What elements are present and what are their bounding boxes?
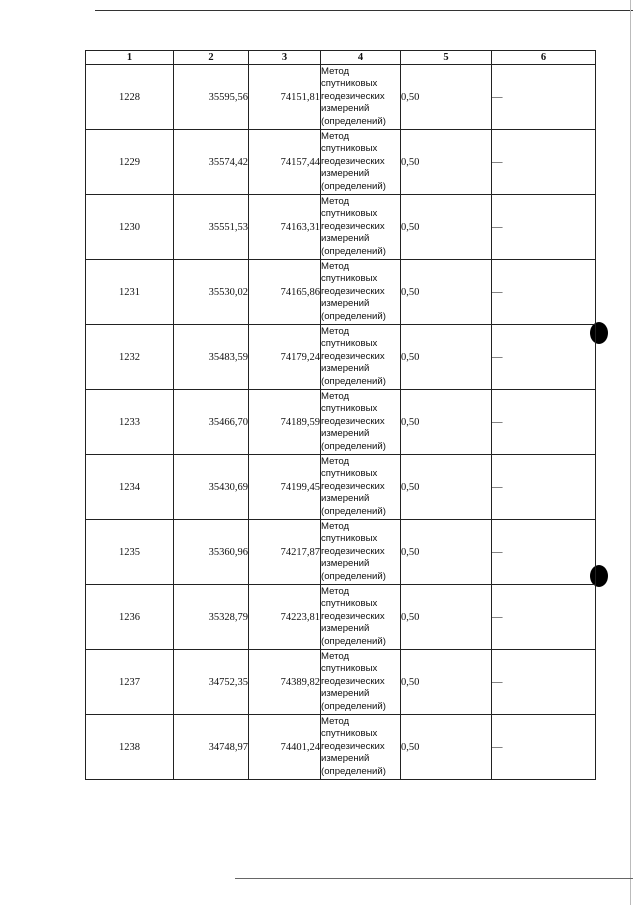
column-header: 5 bbox=[401, 51, 492, 65]
y-coordinate-cell: 74217,87 bbox=[249, 520, 321, 585]
method-text-line: спутниковых bbox=[321, 728, 378, 740]
method-text-line: Метод bbox=[321, 130, 350, 142]
accuracy-cell: 0,50 bbox=[401, 195, 492, 260]
y-coordinate-cell: 74151,81 bbox=[249, 65, 321, 130]
method-cell bbox=[321, 585, 401, 650]
method-text-line: (определений) bbox=[321, 700, 386, 712]
method-text-line: измерений bbox=[321, 753, 370, 765]
x-coordinate-cell: 35483,59 bbox=[174, 325, 249, 390]
method-text-line: геодезических bbox=[321, 610, 385, 622]
point-number-cell: 1230 bbox=[86, 195, 174, 260]
method-text-line: измерений bbox=[321, 623, 370, 635]
method-cell bbox=[321, 390, 401, 455]
method-text-line: геодезических bbox=[321, 155, 385, 167]
x-coordinate-cell: 35430,69 bbox=[174, 455, 249, 520]
method-text-line: геодезических bbox=[321, 480, 385, 492]
x-coordinate-cell: 34748,97 bbox=[174, 715, 249, 780]
x-coordinate-cell: 35595,56 bbox=[174, 65, 249, 130]
method-text-line: Метод bbox=[321, 520, 350, 532]
accuracy-cell: 0,50 bbox=[401, 390, 492, 455]
description-cell: — bbox=[492, 195, 596, 260]
point-number-cell: 1235 bbox=[86, 520, 174, 585]
method-text-line: спутниковых bbox=[321, 208, 378, 220]
table-row bbox=[86, 195, 596, 260]
description-cell: — bbox=[492, 325, 596, 390]
description-cell: — bbox=[492, 65, 596, 130]
x-coordinate-cell: 35530,02 bbox=[174, 260, 249, 325]
x-coordinate-cell: 35328,79 bbox=[174, 585, 249, 650]
method-text-line: (определений) bbox=[321, 570, 386, 582]
method-text-line: Метод bbox=[321, 390, 350, 402]
method-text-line: геодезических bbox=[321, 545, 385, 557]
page-edge-line bbox=[630, 0, 631, 905]
coordinates-table bbox=[85, 50, 596, 780]
table-row bbox=[86, 715, 596, 780]
method-text-line: (определений) bbox=[321, 375, 386, 387]
method-cell bbox=[321, 455, 401, 520]
accuracy-cell: 0,50 bbox=[401, 715, 492, 780]
method-text-line: спутниковых bbox=[321, 598, 378, 610]
description-cell: — bbox=[492, 260, 596, 325]
method-text-line: спутниковых bbox=[321, 273, 378, 285]
method-text-line: геодезических bbox=[321, 415, 385, 427]
x-coordinate-cell: 35574,42 bbox=[174, 130, 249, 195]
method-text-line: геодезических bbox=[321, 90, 385, 102]
method-text-line: Метод bbox=[321, 455, 350, 467]
description-cell: — bbox=[492, 650, 596, 715]
method-text-line: Метод bbox=[321, 715, 350, 727]
accuracy-cell: 0,50 bbox=[401, 585, 492, 650]
method-text-line: (определений) bbox=[321, 505, 386, 517]
point-number-cell: 1237 bbox=[86, 650, 174, 715]
method-text-line: геодезических bbox=[321, 675, 385, 687]
point-number-cell: 1228 bbox=[86, 65, 174, 130]
method-text-line: Метод bbox=[321, 260, 350, 272]
method-text-line: спутниковых bbox=[321, 78, 378, 90]
method-cell bbox=[321, 650, 401, 715]
method-text-line: геодезических bbox=[321, 220, 385, 232]
method-text-line: геодезических bbox=[321, 350, 385, 362]
method-cell bbox=[321, 195, 401, 260]
y-coordinate-cell: 74165,86 bbox=[249, 260, 321, 325]
accuracy-cell: 0,50 bbox=[401, 65, 492, 130]
method-text-line: (определений) bbox=[321, 115, 386, 127]
method-text-line: измерений bbox=[321, 363, 370, 375]
column-header: 4 bbox=[321, 51, 401, 65]
method-text-line: Метод bbox=[321, 325, 350, 337]
column-header: 2 bbox=[174, 51, 249, 65]
column-header: 3 bbox=[249, 51, 321, 65]
method-text-line: Метод bbox=[321, 65, 350, 77]
page-top-rule bbox=[95, 10, 633, 11]
method-text-line: измерений bbox=[321, 233, 370, 245]
table-row bbox=[86, 325, 596, 390]
method-cell bbox=[321, 325, 401, 390]
table-row bbox=[86, 520, 596, 585]
y-coordinate-cell: 74389,82 bbox=[249, 650, 321, 715]
table-row bbox=[86, 260, 596, 325]
accuracy-cell: 0,50 bbox=[401, 650, 492, 715]
method-cell bbox=[321, 520, 401, 585]
method-text-line: Метод bbox=[321, 585, 350, 597]
method-text-line: спутниковых bbox=[321, 663, 378, 675]
description-cell: — bbox=[492, 585, 596, 650]
method-text-line: измерений bbox=[321, 688, 370, 700]
accuracy-cell: 0,50 bbox=[401, 455, 492, 520]
page-bottom-rule bbox=[235, 878, 633, 879]
accuracy-cell: 0,50 bbox=[401, 130, 492, 195]
point-number-cell: 1232 bbox=[86, 325, 174, 390]
method-text-line: измерений bbox=[321, 428, 370, 440]
column-header: 6 bbox=[492, 51, 596, 65]
method-text-line: спутниковых bbox=[321, 143, 378, 155]
description-cell: — bbox=[492, 455, 596, 520]
table-row bbox=[86, 650, 596, 715]
y-coordinate-cell: 74157,44 bbox=[249, 130, 321, 195]
method-cell bbox=[321, 65, 401, 130]
point-number-cell: 1233 bbox=[86, 390, 174, 455]
table-row bbox=[86, 65, 596, 130]
method-text-line: измерений bbox=[321, 493, 370, 505]
description-cell: — bbox=[492, 520, 596, 585]
method-text-line: измерений bbox=[321, 168, 370, 180]
method-text-line: (определений) bbox=[321, 310, 386, 322]
table-header-row bbox=[86, 51, 596, 65]
method-text-line: геодезических bbox=[321, 740, 385, 752]
point-number-cell: 1231 bbox=[86, 260, 174, 325]
accuracy-cell: 0,50 bbox=[401, 520, 492, 585]
y-coordinate-cell: 74179,24 bbox=[249, 325, 321, 390]
y-coordinate-cell: 74163,31 bbox=[249, 195, 321, 260]
method-text-line: измерений bbox=[321, 558, 370, 570]
point-number-cell: 1236 bbox=[86, 585, 174, 650]
x-coordinate-cell: 35360,96 bbox=[174, 520, 249, 585]
method-text-line: (определений) bbox=[321, 635, 386, 647]
method-text-line: спутниковых bbox=[321, 403, 378, 415]
y-coordinate-cell: 74223,81 bbox=[249, 585, 321, 650]
method-cell bbox=[321, 715, 401, 780]
method-text-line: спутниковых bbox=[321, 533, 378, 545]
column-header: 1 bbox=[86, 51, 174, 65]
method-text-line: (определений) bbox=[321, 765, 386, 777]
table-row bbox=[86, 585, 596, 650]
x-coordinate-cell: 35551,53 bbox=[174, 195, 249, 260]
description-cell: — bbox=[492, 390, 596, 455]
point-number-cell: 1229 bbox=[86, 130, 174, 195]
y-coordinate-cell: 74401,24 bbox=[249, 715, 321, 780]
table-row bbox=[86, 130, 596, 195]
accuracy-cell: 0,50 bbox=[401, 325, 492, 390]
method-cell bbox=[321, 130, 401, 195]
method-text-line: (определений) bbox=[321, 180, 386, 192]
accuracy-cell: 0,50 bbox=[401, 260, 492, 325]
point-number-cell: 1234 bbox=[86, 455, 174, 520]
method-text-line: (определений) bbox=[321, 245, 386, 257]
table-row bbox=[86, 390, 596, 455]
description-cell: — bbox=[492, 715, 596, 780]
y-coordinate-cell: 74199,45 bbox=[249, 455, 321, 520]
method-cell bbox=[321, 260, 401, 325]
method-text-line: измерений bbox=[321, 103, 370, 115]
method-text-line: (определений) bbox=[321, 440, 386, 452]
table-row bbox=[86, 455, 596, 520]
x-coordinate-cell: 34752,35 bbox=[174, 650, 249, 715]
description-cell: — bbox=[492, 130, 596, 195]
method-text-line: геодезических bbox=[321, 285, 385, 297]
y-coordinate-cell: 74189,59 bbox=[249, 390, 321, 455]
method-text-line: спутниковых bbox=[321, 338, 378, 350]
method-text-line: измерений bbox=[321, 298, 370, 310]
method-text-line: Метод bbox=[321, 195, 350, 207]
method-text-line: спутниковых bbox=[321, 468, 378, 480]
method-text-line: Метод bbox=[321, 650, 350, 662]
point-number-cell: 1238 bbox=[86, 715, 174, 780]
x-coordinate-cell: 35466,70 bbox=[174, 390, 249, 455]
